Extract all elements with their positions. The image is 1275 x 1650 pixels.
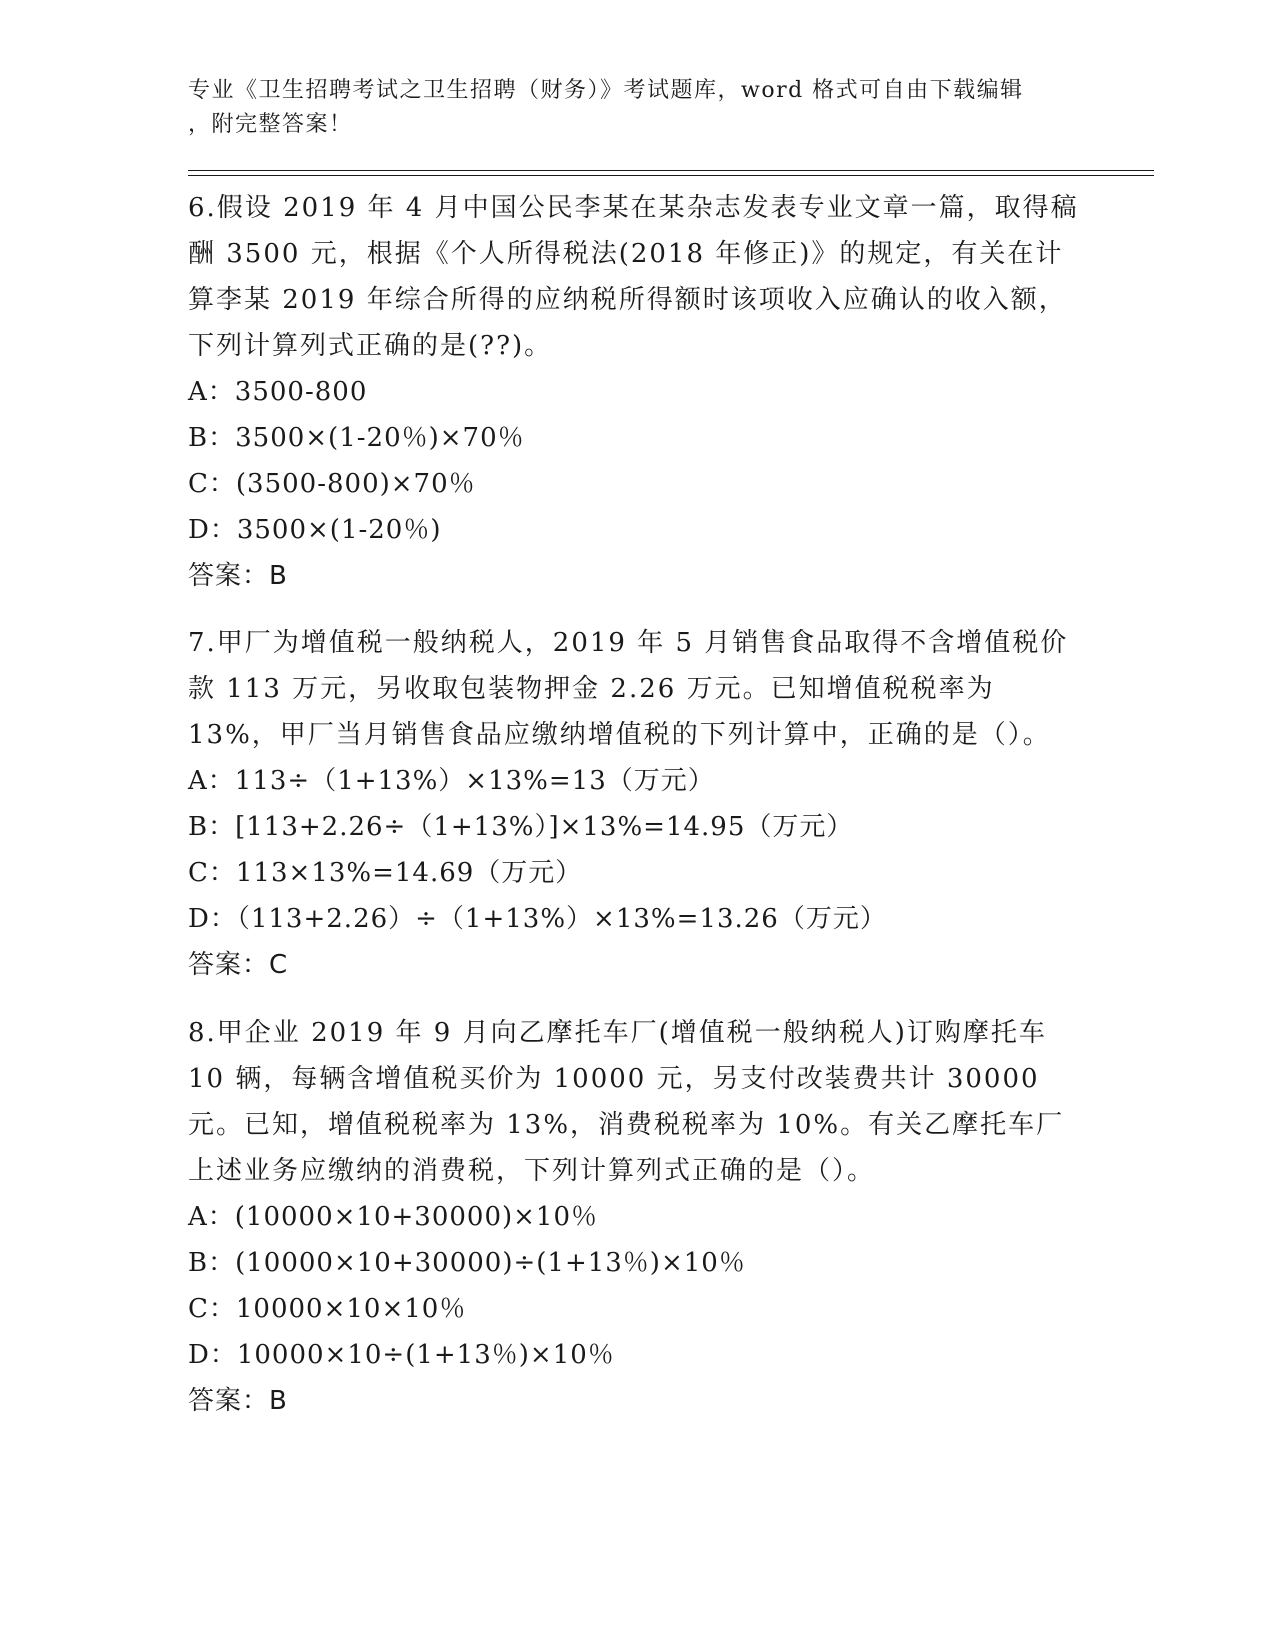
option-c: C：10000×10×10％ bbox=[188, 1294, 467, 1324]
option-d: D：10000×10÷(1+13％)×10％ bbox=[188, 1340, 615, 1370]
option-a: A：3500-800 bbox=[188, 377, 368, 407]
header-line-1: 专业《卫生招聘考试之卫生招聘（财务）》考试题库，word 格式可自由下载编辑 bbox=[188, 78, 1024, 103]
answer: 答案：B bbox=[188, 561, 288, 591]
header-divider-bottom bbox=[188, 175, 1154, 176]
question-stem: 7.甲厂为增值税一般纳税人，2019 年 5 月销售食品取得不含增值税价款 113 万元，另收取包装物押金 2.26 万元。已知增值税税率为 13%，甲厂当月销售食品应缴纳增值税的下列计算中，正确的是（）。 bbox=[188, 628, 1069, 750]
option-c: C：(3500-800)×70％ bbox=[188, 469, 476, 499]
answer: 答案：B bbox=[188, 1386, 288, 1416]
option-b: B：[113+2.26÷（1+13%）]×13%=14.95（万元） bbox=[188, 812, 854, 842]
answer: 答案：C bbox=[188, 950, 289, 980]
document-header bbox=[188, 74, 1088, 142]
option-b: B：3500×(1-20％)×70％ bbox=[188, 423, 525, 453]
option-a: A：113÷（1+13%）×13%=13（万元） bbox=[188, 766, 715, 796]
option-b: B：(10000×10+30000)÷(1+13％)×10％ bbox=[188, 1248, 746, 1278]
option-a: A：(10000×10+30000)×10％ bbox=[188, 1202, 599, 1232]
question-stem: 6.假设 2019 年 4 月中国公民李某在某杂志发表专业文章一篇，取得稿酬 3500 元，根据《个人所得税法(2018 年修正)》的规定，有关在计算李某 2019 年综合所得的应纳税所得额时该项收入应确认的收入额，下列计算列式正确的是(??)。 bbox=[188, 193, 1079, 361]
option-d: D：3500×(1-20％) bbox=[188, 515, 442, 545]
question-6 bbox=[188, 185, 1088, 599]
question-stem: 8.甲企业 2019 年 9 月向乙摩托车厂(增值税一般纳税人)订购摩托车 10 辆，每辆含增值税买价为 10000 元，另支付改装费共计 30000 元。已知，增值税税率为 13%，消费税税率为 10%。有关乙摩托车厂上述业务应缴纳的消费税，下列计算列式正确的是（）。 bbox=[188, 1018, 1065, 1186]
option-d: D：（113+2.26）÷（1+13%）×13%=13.26（万元） bbox=[188, 904, 887, 934]
header-divider-top bbox=[188, 170, 1154, 171]
question-7 bbox=[188, 620, 1088, 988]
header-line-2: ，附完整答案！ bbox=[188, 112, 353, 137]
question-8 bbox=[188, 1010, 1088, 1424]
option-c: C：113×13%=14.69（万元） bbox=[188, 858, 583, 888]
